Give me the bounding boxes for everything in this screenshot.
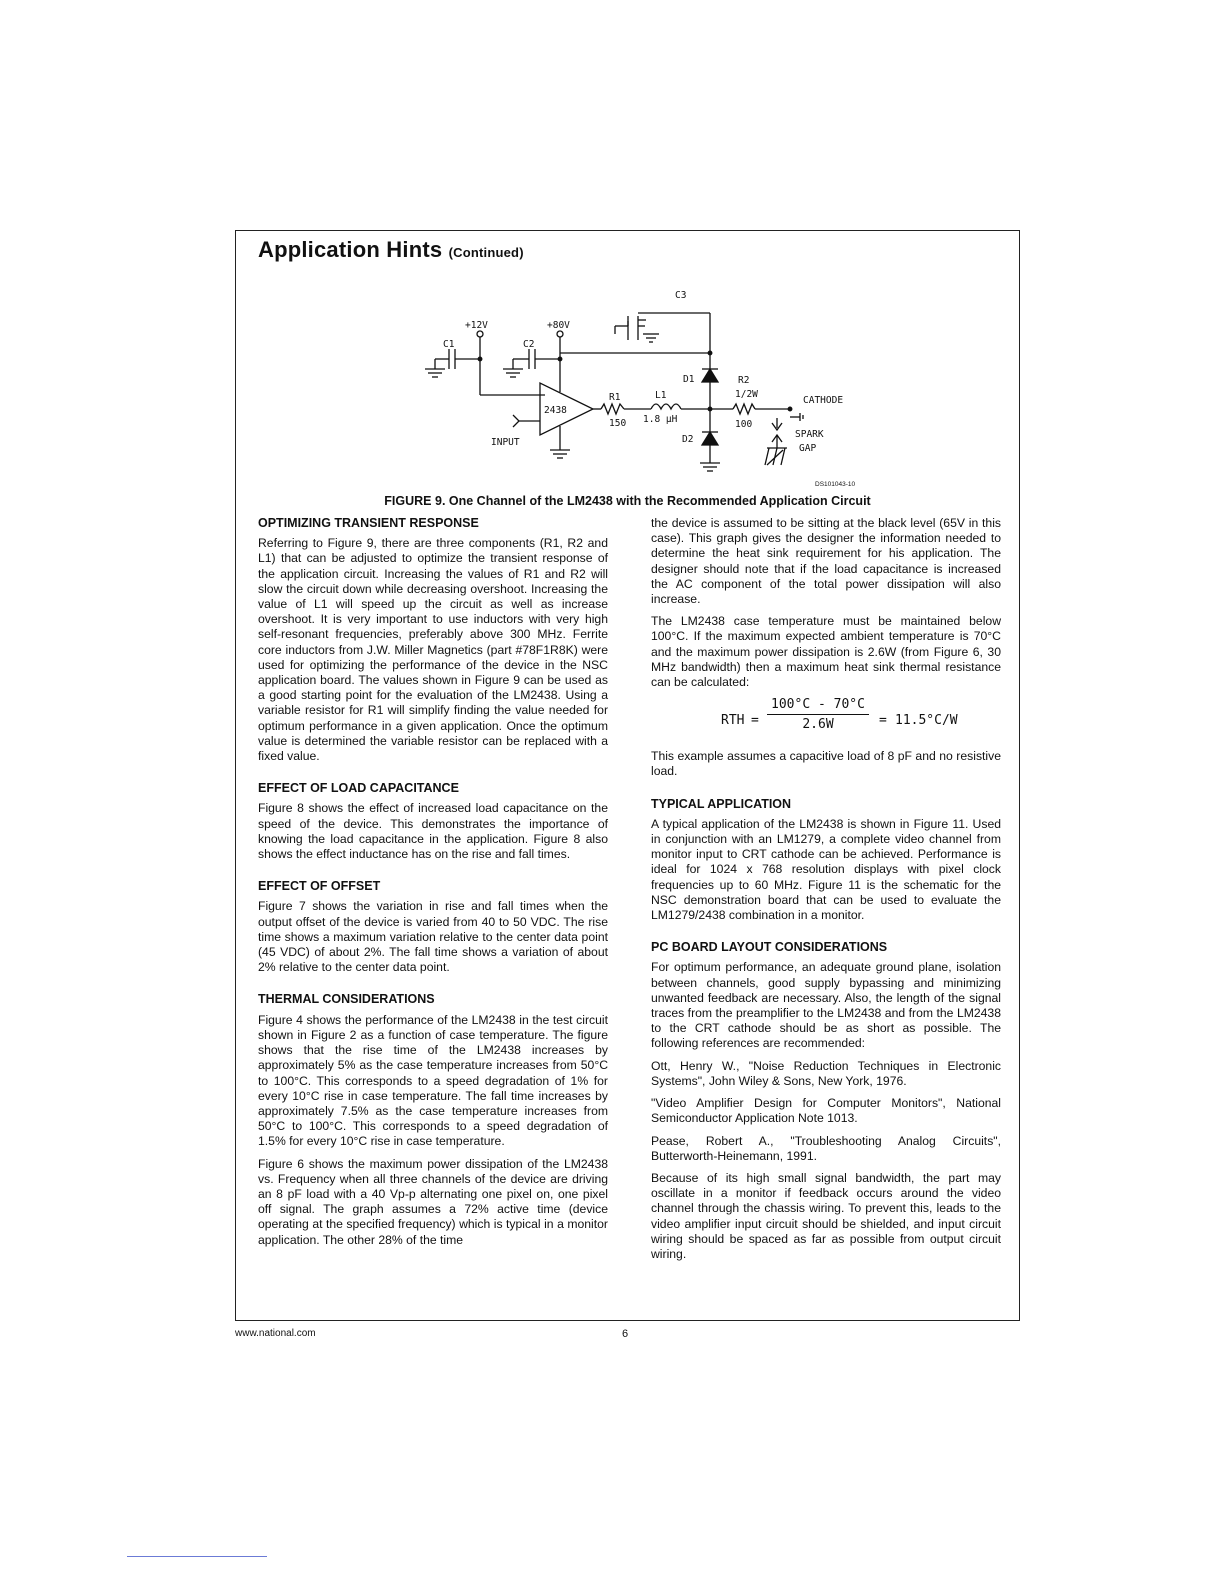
formula-equals: = <box>751 713 759 729</box>
reference-ott: Ott, Henry W., "Noise Reduction Techniques in Electronic Systems", John Wiley & Sons, New York, 1976. <box>651 1058 1001 1088</box>
reference-pease: Pease, Robert A., "Troubleshooting Analog Circuits", Butterworth-Heinemann, 1991. <box>651 1133 1001 1163</box>
label-80v: +80V <box>547 320 570 331</box>
label-c2: C2 <box>523 339 535 350</box>
heading-continued: (Continued) <box>448 245 524 260</box>
right-column <box>651 516 1001 1269</box>
label-r1: R1 <box>609 392 621 403</box>
formula-result: 11.5°C/W <box>895 713 958 729</box>
formula-numerator: 100°C - 70°C <box>771 697 865 713</box>
label-d2: D2 <box>682 434 694 445</box>
formula-equals-result: = <box>879 713 887 729</box>
label-gap: GAP <box>799 443 817 454</box>
formula-denominator: 2.6W <box>802 717 834 733</box>
footer-url[interactable]: www.national.com <box>235 1328 316 1339</box>
paragraph-black-level: the device is assumed to be sitting at the black level (65V in this case). This graph gives the designer the information needed to determine the heat sink requirement for his application. The designer should note that if the load capacitance is increased the AC component of the total power dissipation will also increase. <box>651 516 1001 607</box>
label-d1: D1 <box>683 374 695 385</box>
label-r2-power: 1/2W <box>735 389 758 400</box>
heading-typical-application: TYPICAL APPLICATION <box>651 796 792 811</box>
heading-title: Application Hints <box>258 237 443 262</box>
paragraph-offset: Figure 7 shows the variation in rise and fall times when the output offset of the device is varied from 40 to 50 VDC. The rise time shows a maximum variation relative to the center data point (45 VDC) of about 2%. The fall time shows a variation of about 2% relative to the center data point. <box>258 899 608 975</box>
paragraph-thermal-2: Figure 6 shows the maximum power dissipation of the LM2438 vs. Frequency when all three channels of the device are driving an 8 pF load with a 40 Vp-p alternating one pixel on, one pixel off signal. The graph assumes a 72% active time (device operating at the specified frequency) which is typical in a monitor application. The other 28% of the time <box>258 1156 608 1247</box>
paragraph-thermal-1: Figure 4 shows the performance of the LM2438 in the test circuit shown in Figure 2 as a function of case temperature. The figure shows that the rise time of the LM2438 increases by approximately 5% as the case temperature increases from 50°C to 100°C. This corresponds to a speed degradation of 1% for every 10°C rise in case temperature. The fall time increases by approximately 7.5% as the case temperature increases from 50°C to 100°C. This corresponds to a speed degradation of 1.5% for every 10°C rise in case temperature. <box>258 1012 608 1149</box>
label-cathode: CATHODE <box>803 395 844 406</box>
heading-offset: EFFECT OF OFFSET <box>258 879 381 894</box>
reference-an1013: "Video Amplifier Design for Computer Monitors", National Semiconductor Application Note 1013. <box>651 1096 1001 1126</box>
label-r2: R2 <box>738 375 750 386</box>
thermal-resistance-formula <box>651 697 1001 745</box>
paragraph-transient: Referring to Figure 9, there are three components (R1, R2 and L1) that can be adjusted to optimize the transient response of the application circuit. Increasing the values of R1 and R2 will slow the circuit down while decreasing overshoot. Increasing the value of L1 will speed up the circuit as well as increase overshoot. It is very important to use inductors with very high self-resonant frequencies, preferably above 300 MHz. Ferrite core inductors from J.W. Miller Magnetics (part #78F1R8K) were used for optimizing the performance of the device in the NSC application board. The values shown in Figure 9 can be used as a good starting point for the evaluation of the LM2438. Using a variable resistor for R1 will simplify finding the value needed for optimum performance in a given application. Once the optimum value is determined the variable resistor can be replaced with a fixed value. <box>258 536 608 764</box>
label-spark: SPARK <box>795 429 824 440</box>
paragraph-oscillation: Because of its high small signal bandwidth, the part may oscillate in a monitor if feedback occurs around the video channel through the chassis wiring. To prevent this, leads to the video amplifier input circuit should be shielded, and input circuit wiring should be spaced as far as possible from output circuit wiring. <box>651 1170 1001 1261</box>
heading-load-capacitance: EFFECT OF LOAD CAPACITANCE <box>258 781 459 796</box>
circuit-schematic <box>405 285 856 490</box>
label-c1: C1 <box>443 339 455 350</box>
left-column <box>258 516 608 1255</box>
paragraph-typical-application: A typical application of the LM2438 is shown in Figure 11. Used in conjunction with an LM1279, a complete video channel from monitor input to CRT cathode can be achieved. Performance is ideal for 1024 x 768 resolution displays with pixel clock frequencies up to 60 MHz. Figure 11 is the schematic for the NSC demonstration board that can be used to evaluate the LM1279/2438 combination in a monitor. <box>651 816 1001 923</box>
label-r1-value: 150 <box>609 418 627 429</box>
formula-lhs: RTH <box>721 713 745 729</box>
paragraph-case-temperature: The LM2438 case temperature must be maintained below 100°C. If the maximum expected ambient temperature is 70°C and the maximum power dissipation is 2.6W (from Figure 6, 30 MHz bandwidth) then a maximum heat sink thermal resistance can be calculated: <box>651 614 1001 690</box>
label-l1-value: 1.8 µH <box>643 414 678 425</box>
heading-thermal: THERMAL CONSIDERATIONS <box>258 992 435 1007</box>
figure-caption: FIGURE 9. One Channel of the LM2438 with the Recommended Application Circuit <box>384 494 871 508</box>
label-input: INPUT <box>491 437 520 448</box>
paragraph-load-capacitance: Figure 8 shows the effect of increased load capacitance on the speed of the device. This demonstrates the importance of knowing the load capacitance in the application. Figure 8 also shows the effect inductance has on the rise and fall times. <box>258 801 608 862</box>
label-c3: C3 <box>675 290 687 301</box>
bottom-rule <box>127 1556 267 1557</box>
label-chip: 2438 <box>544 405 567 416</box>
paragraph-pc-board: For optimum performance, an adequate ground plane, isolation between channels, good supply bypassing and minimizing unwanted feedback are necessary. Also, the length of the signal traces from the preamplifier to the LM2438 and from the LM2438 to the CRT cathode should be as short as possible. The following references are recommended: <box>651 960 1001 1051</box>
paragraph-example: This example assumes a capacitive load of 8 pF and no resistive load. <box>651 749 1001 779</box>
heading-pc-board: PC BOARD LAYOUT CONSIDERATIONS <box>651 940 888 955</box>
page-number: 6 <box>622 1328 629 1340</box>
section-heading <box>258 237 524 263</box>
heading-transient: OPTIMIZING TRANSIENT RESPONSE <box>258 516 479 530</box>
label-12v: +12V <box>465 320 488 331</box>
formula-fraction-bar <box>767 714 869 715</box>
label-r2-value: 100 <box>735 419 753 430</box>
figure-code: DS101043-10 <box>815 481 856 488</box>
label-l1: L1 <box>655 390 667 401</box>
